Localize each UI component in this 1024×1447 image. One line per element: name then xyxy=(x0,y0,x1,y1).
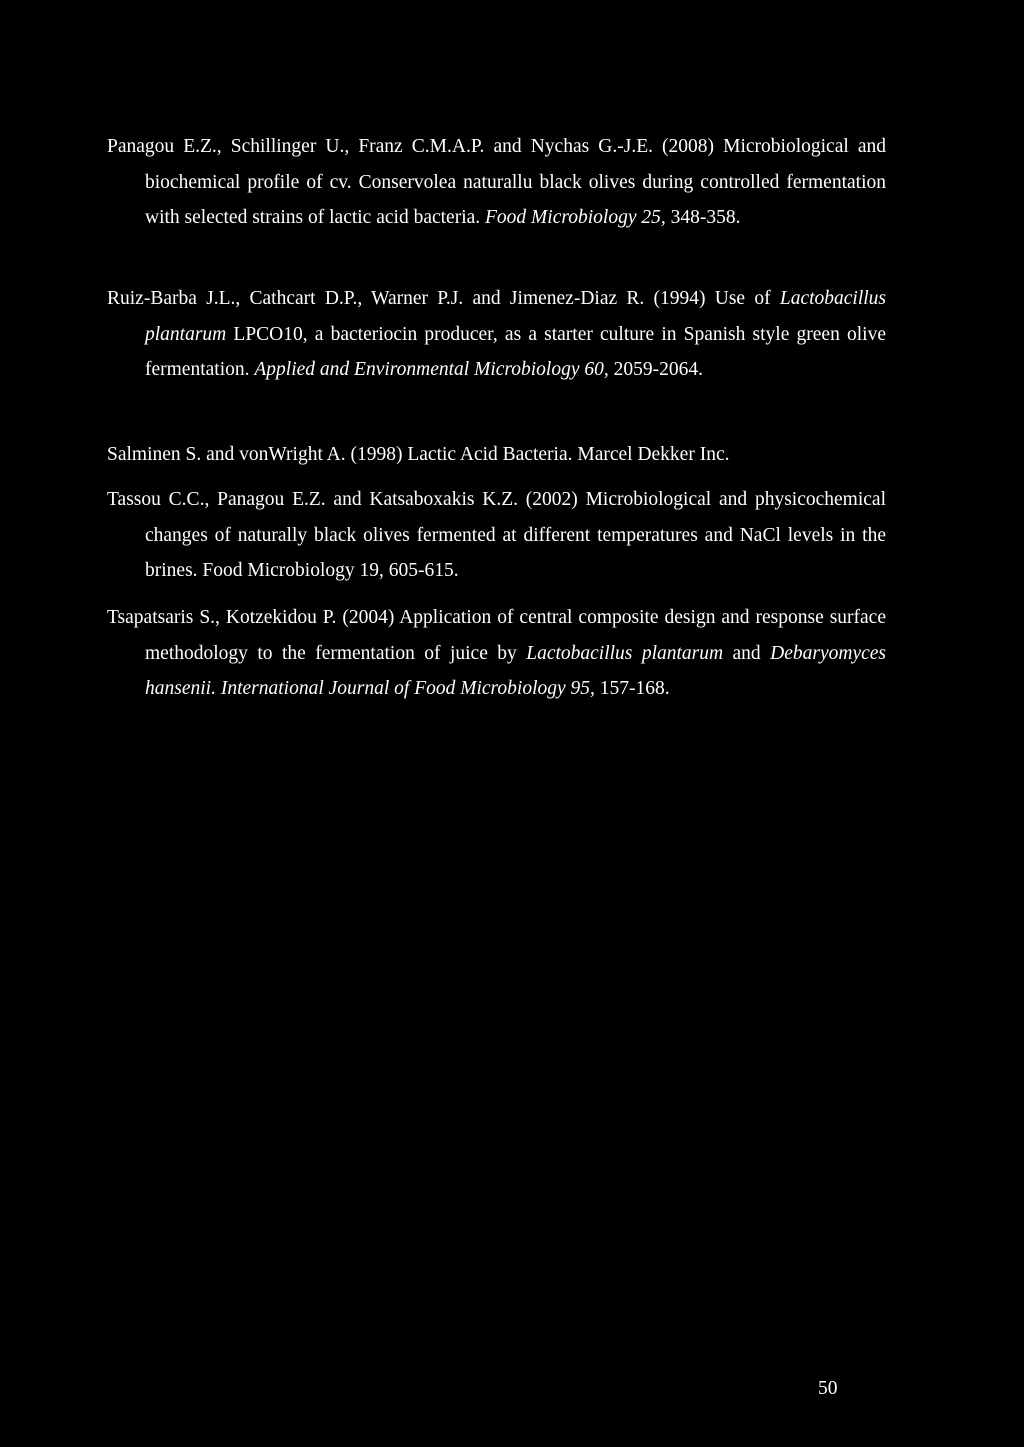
reference-salminen-1998 xyxy=(107,437,886,473)
reference-title: LPCO10, a bacteriocin producer, as a starter culture in Spanish style green olive fermentation. xyxy=(145,323,886,381)
page-number: 50 xyxy=(818,1378,838,1399)
reference-species: Lactobacillus plantarum xyxy=(145,288,887,345)
reference-pages: 157-168. xyxy=(599,678,670,700)
reference-panagou-2008 xyxy=(107,129,886,236)
reference-journal: International Journal of Food Microbiology 95, xyxy=(220,678,595,700)
reference-authors: Panagou E.Z., Schillinger U., Franz C.M.A.P. and Nychas G.-J.E. (2008) xyxy=(107,136,715,157)
reference-pages: 348-358. xyxy=(670,207,741,229)
reference-tassou-2002 xyxy=(107,482,886,589)
reference-ruiz-barba-1994 xyxy=(107,281,886,388)
reference-text: Tassou C.C., Panagou E.Z. and Katsaboxakis K.Z. (2002) Microbiological and physicochemical changes of naturally black olives fermented at different temperatures and NaCl levels in the brines. Food Microbiology 19, 605-615. xyxy=(107,489,886,582)
reference-title: Microbiological and biochemical profile of cv. Conservolea naturallu black olives during controlled fermentation with selected strains of lactic acid bacteria. xyxy=(145,136,886,229)
reference-journal: Applied and Environmental Microbiology 60, xyxy=(254,359,609,381)
reference-authors: Tsapatsaris S., Kotzekidou P. (2004) Application of central composite design and response surface methodology to the fermentation of juice by xyxy=(107,607,886,664)
reference-tsapatsaris-2004 xyxy=(107,600,886,707)
reference-pages: 2059-2064. xyxy=(613,359,703,381)
reference-species: Lactobacillus plantarum xyxy=(526,642,724,664)
reference-connector: and xyxy=(732,642,761,664)
reference-text: Salminen S. and vonWright A. (1998) Lactic Acid Bacteria. Marcel Dekker Inc. xyxy=(107,444,730,465)
reference-journal: Food Microbiology 25, xyxy=(485,207,666,229)
reference-authors: Ruiz-Barba J.L., Cathcart D.P., Warner P.J. and Jimenez-Diaz R. (1994) Use of xyxy=(107,288,771,309)
reference-species: Debaryomyces hansenii. xyxy=(145,642,886,700)
